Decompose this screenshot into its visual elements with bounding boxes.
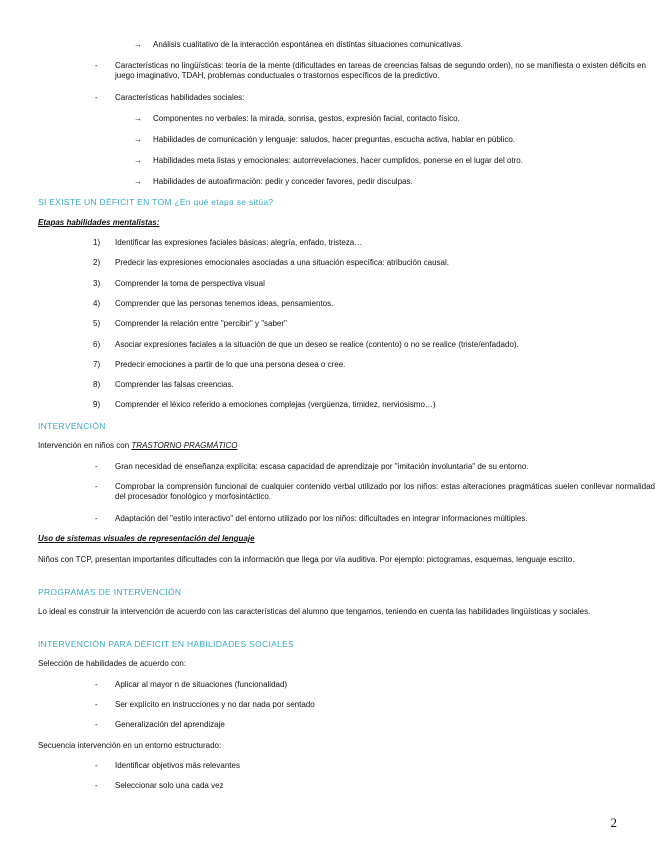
dash-bullet-icon: - <box>95 761 98 770</box>
dash-bullet-icon: - <box>95 93 98 102</box>
subheading-underlined: TRASTORNO PRAGMÁTICO <box>131 441 238 450</box>
list-item-text: Generalización del aprendizaje <box>115 720 225 729</box>
stage-number: 2) <box>93 258 101 268</box>
arrow-bullet-icon: → <box>134 177 142 186</box>
dash-bullet-icon: - <box>95 781 98 790</box>
paragraph-sequence: Secuencia intervención en un entorno estructurado: <box>38 741 222 750</box>
list-item-text: Habilidades de autoafirmación: pedir y conceder favores, pedir disculpas. <box>153 177 413 186</box>
arrow-bullet-icon: → <box>134 156 142 165</box>
list-item-text: Ser explícito en instrucciones y no dar nada por sentado <box>115 700 315 709</box>
stage-text: Predecir emociones a partir de lo que una persona desea o cree. <box>115 359 346 369</box>
stage-text: Comprender la toma de perspectiva visual <box>115 278 265 288</box>
list-item-text: Gran necesidad de enseñanza explícita: escasa capacidad de aprendizaje por "imitación involuntaria" de su entorno. <box>115 462 529 471</box>
subheading-stages: Etapas habilidades mentalistas: <box>38 218 160 227</box>
paragraph-ideal: Lo ideal es construir la intervención de acuerdo con las características del alumno que tengamos, teniendo en cuenta las habilidades lingüísticas y sociales. <box>38 607 591 616</box>
subheading-prefix: Intervención en niños con <box>38 441 132 450</box>
list-item-text: Adaptación del "estilo interactivo" del entorno utilizado por los niños: dificultades en integrar informaciones múltiples. <box>115 514 528 523</box>
stage-number: 7) <box>93 359 101 369</box>
dash-bullet-icon: - <box>95 462 98 471</box>
stage-number: 4) <box>93 298 101 308</box>
section-heading-social-skills: INTERVENCIÓN PARA DÉFICIT EN HABILIDADES SOCIALES <box>38 639 295 649</box>
stage-text: Comprender la relación entre "percibir" y "saber" <box>115 319 287 329</box>
subheading-visual-systems: Uso de sistemas visuales de representación del lenguaje <box>38 534 255 543</box>
stage-number: 6) <box>93 339 101 349</box>
list-item-text: Comprobar la comprensión funcional de cualquier contenido verbal utilizado por los niños: estas alteraciones pragmáticas suelen conllevar normalidad del procesador fonológico y morfosintáctico. <box>115 482 655 501</box>
section-heading-intervention: INTERVENCIÓN <box>38 421 106 431</box>
arrow-bullet-icon: → <box>134 114 142 123</box>
stage-number: 9) <box>93 400 101 410</box>
dash-bullet-icon: - <box>95 514 98 523</box>
list-item <box>38 482 655 504</box>
arrow-bullet-icon: → <box>134 40 142 49</box>
list-item-text: Seleccionar solo una cada vez <box>115 781 224 790</box>
list-item-text: Aplicar al mayor n de situaciones (funcionalidad) <box>115 680 288 689</box>
arrow-bullet-icon: → <box>134 135 142 144</box>
section-heading-tom: SI EXISTE UN DÉFICIT EN TOM ¿En qué etapa se sitúa? <box>38 197 274 207</box>
dash-bullet-icon: - <box>95 61 98 70</box>
paragraph-tcp: Niños con TCP, presentan importantes dificultades con la información que llega por vía auditiva. Por ejemplo: pictogramas, esquemas, lenguaje escrito. <box>38 555 575 564</box>
dash-bullet-icon: - <box>95 680 98 689</box>
list-item-text: Componentes no verbales: la mirada, sonrisa, gestos, expresión facial, contacto físico. <box>153 114 460 123</box>
list-item-text: Características habilidades sociales: <box>115 93 245 102</box>
stage-text: Identificar las expresiones faciales básicas: alegría, enfado, tristeza… <box>115 238 363 247</box>
list-item-text: Habilidades de comunicación y lenguaje: saludos, hacer preguntas, escucha activa, hablar en público. <box>153 135 516 144</box>
list-item <box>38 61 646 83</box>
stage-text: Comprender que las personas tenemos ideas, pensamientos. <box>115 298 334 308</box>
paragraph-selection: Selección de habilidades de acuerdo con: <box>38 659 187 668</box>
dash-bullet-icon: - <box>95 720 98 729</box>
stage-number: 3) <box>93 278 101 288</box>
list-item-text: Análisis cualitativo de la interacción espontánea en distintas situaciones comunicativas. <box>153 40 463 49</box>
section-heading-programs: PROGRAMAS DE INTERVENCIÓN <box>38 587 182 597</box>
list-item-text: Habilidades meta listas y emocionales: autorrevelaciones, hacer cumplidos, ponerse en el lugar del otro. <box>153 156 523 165</box>
list-item-text: Identificar objetivos más relevantes <box>115 761 240 770</box>
stage-text: Predecir las expresiones emocionales asociadas a una situación específica: atribución causal. <box>115 258 449 268</box>
page-number: 2 <box>610 815 617 830</box>
subheading-tp <box>38 441 618 451</box>
stage-number: 8) <box>93 380 101 390</box>
list-item-text: Características no lingüísticas: teoría de la mente (dificultades en tareas de creencias falsas de segundo orden), no se manifiesta o existen déficits en juego imaginativo, TDAH, problemas conductuales o trastornos específicos de la predictivo. <box>115 61 646 80</box>
stage-number: 1) <box>93 238 101 247</box>
stage-text: Comprender las falsas creencias. <box>115 380 234 390</box>
stage-text: Comprender el léxico referido a emociones complejas (vergüenza, timidez, nerviosismo…) <box>115 400 436 410</box>
stage-text: Asociar expresiones faciales a la situación de que un deseo se realice (contento) o no se realice (triste/enfadado). <box>115 339 519 349</box>
stage-number: 5) <box>93 319 101 329</box>
dash-bullet-icon: - <box>95 482 98 491</box>
dash-bullet-icon: - <box>95 700 98 709</box>
